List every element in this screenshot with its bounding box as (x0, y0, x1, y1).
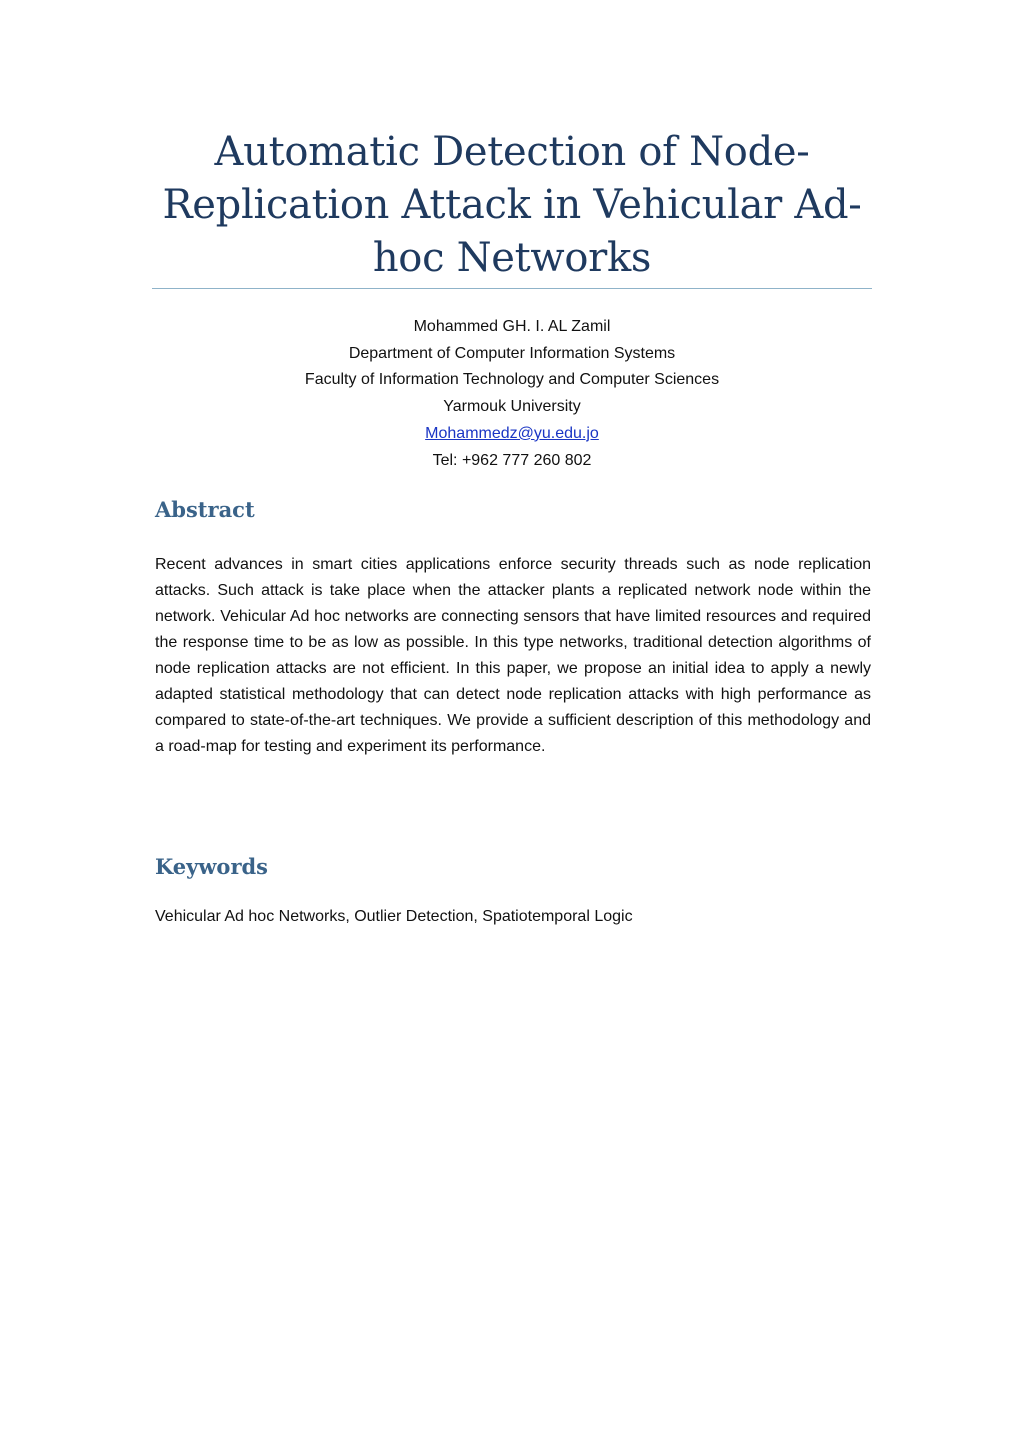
title-line-2: Replication Attack in Vehicular Ad- (162, 182, 862, 228)
keywords-heading: Keywords (155, 854, 269, 879)
author-name: Mohammed GH. I. AL Zamil (413, 318, 611, 335)
abstract-text: Recent advances in smart cities applications enforce security threads such as node replication attacks. Such attack is take place when the attacker plants a replicated network node within the network. Vehicular Ad hoc networks are connecting sensors that have limited resources and required the response time to be as low as possible. In this type networks, traditional detection algorithms of node replication attacks are not efficient. In this paper, we propose an initial idea to apply a newly adapted statistical methodology that can detect node replication attacks with high performance as compared to state-of-the-art techniques. We provide a sufficient description of this methodology and a road-map for testing and experiment its performance. (155, 556, 871, 755)
title-divider (152, 288, 872, 289)
author-email-link[interactable]: Mohammedz@yu.edu.jo (425, 424, 599, 442)
keywords-text: Vehicular Ad hoc Networks, Outlier Detection, Spatiotemporal Logic (155, 908, 633, 925)
author-faculty: Faculty of Information Technology and Computer Sciences (304, 371, 720, 389)
title-line-3: hoc Networks (372, 235, 652, 281)
paper-title (152, 126, 872, 285)
author-telephone: Tel: +962 777 260 802 (432, 451, 592, 469)
author-university: Yarmouk University (443, 398, 581, 416)
title-line-1: Automatic Detection of Node- (214, 129, 810, 175)
author-email-line (152, 421, 872, 448)
author-department: Department of Computer Information Systems (348, 344, 676, 362)
abstract-heading: Abstract (155, 497, 255, 522)
author-block (152, 314, 872, 474)
